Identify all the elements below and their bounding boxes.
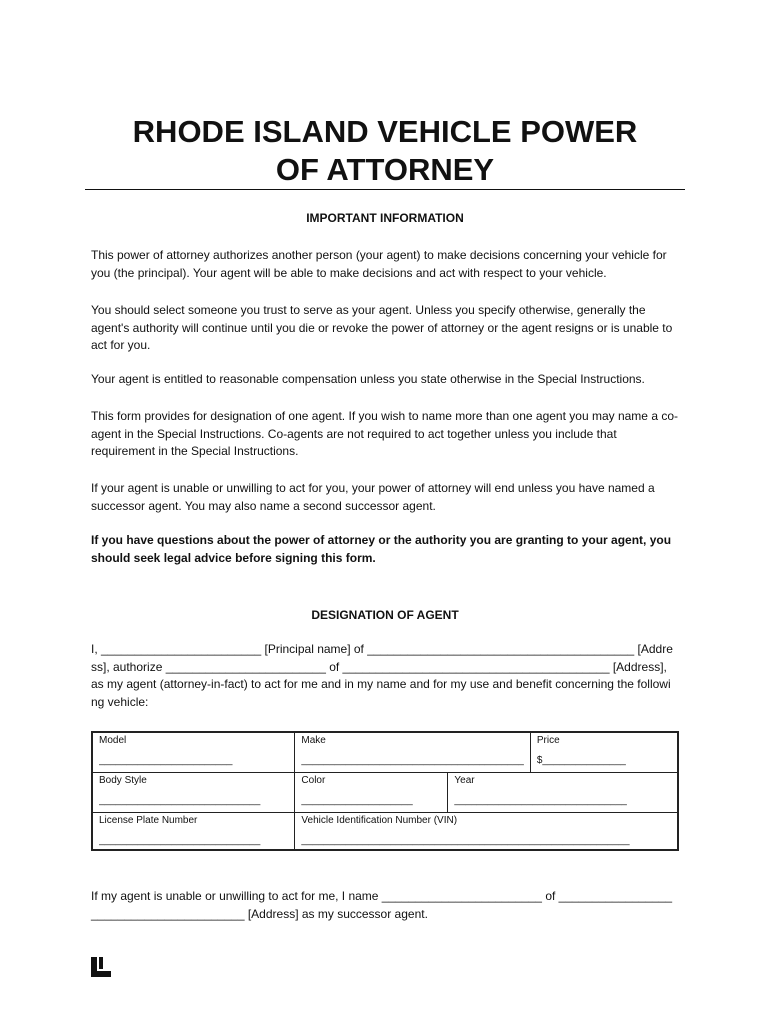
price-label: Price xyxy=(536,735,560,746)
license-plate-field[interactable]: _____________________________ xyxy=(99,834,261,846)
body-style-field[interactable]: _____________________________ xyxy=(99,794,261,806)
year-label: Year xyxy=(454,774,475,786)
vehicle-vin-cell[interactable] xyxy=(295,812,678,850)
paragraph-legal-advice: If you have questions about the power of attorney or the authority you are granting to your agent, you should seek legal advice before signing this form. xyxy=(91,533,672,565)
designation-text: I, ________________________ [Principal name] of ________________________________________ [Address], authorize ________________________ of ________________________________________ [Address], as my agent (attorney-in-fact) to act for me and in my name and for my use and benefit concerning the following vehicle: xyxy=(91,642,673,709)
price-field[interactable]: $_______________ xyxy=(536,755,626,766)
vin-label: Vehicle Identification Number (VIN) xyxy=(301,814,458,826)
model-field[interactable]: ________________________ xyxy=(99,755,233,766)
make-field[interactable]: ________________________________________ xyxy=(301,755,524,766)
paragraph-principal: This power of attorney authorizes another person (your agent) to make decisions concerning your vehicle for you (the principal). Your agent will be able to make decisions and act with respect to your vehicle. xyxy=(91,248,667,280)
make-label: Make xyxy=(301,735,326,746)
color-field[interactable]: ____________________ xyxy=(301,794,413,806)
license-plate-label: License Plate Number xyxy=(99,814,198,826)
paragraph-compensation: Your agent is entitled to reasonable compensation unless you state otherwise in the Special Instructions. xyxy=(91,372,645,386)
vehicle-model-cell[interactable] xyxy=(92,732,295,772)
vehicle-make-cell[interactable] xyxy=(295,732,530,772)
vin-field[interactable]: ___________________________________________________________ xyxy=(301,834,630,846)
vehicle-price-cell[interactable] xyxy=(530,732,678,772)
body-style-label: Body Style xyxy=(99,774,147,786)
vehicle-license-plate-cell[interactable] xyxy=(92,812,295,850)
color-label: Color xyxy=(301,774,326,786)
model-label: Model xyxy=(99,735,127,746)
important-information-heading: IMPORTANT INFORMATION xyxy=(306,211,464,225)
vehicle-table xyxy=(91,731,679,851)
vehicle-body-style-cell[interactable] xyxy=(92,772,295,812)
paragraph-successor: If your agent is unable or unwilling to act for you, your power of attorney will end unless you have named a successor agent. You may also name a second successor agent. xyxy=(91,481,655,513)
paragraph-select-agent: You should select someone you trust to serve as your agent. Unless you specify otherwise, generally the agent's authority will continue until you die or revoke the power of attorney or the agent resigns or is unable to act for you. xyxy=(91,303,673,352)
vehicle-color-cell[interactable] xyxy=(295,772,448,812)
vehicle-year-cell[interactable] xyxy=(448,772,678,812)
year-field[interactable]: _______________________________ xyxy=(454,794,627,806)
document-logo-icon xyxy=(91,957,111,977)
paragraph-co-agent: This form provides for designation of one agent. If you wish to name more than one agent you may name a co-agent in the Special Instructions. Co-agents are not required to act together unless you include that requirement in the Special Instructions. xyxy=(91,409,678,458)
designation-heading: DESIGNATION OF AGENT xyxy=(311,608,459,622)
title-divider xyxy=(85,189,685,190)
successor-agent-text: If my agent is unable or unwilling to act for me, I name ________________________ of ________________________________________ [Address] as my successor agent. xyxy=(91,889,673,921)
document-title: RHODE ISLAND VEHICLE POWER OF ATTORNEY xyxy=(132,114,638,187)
